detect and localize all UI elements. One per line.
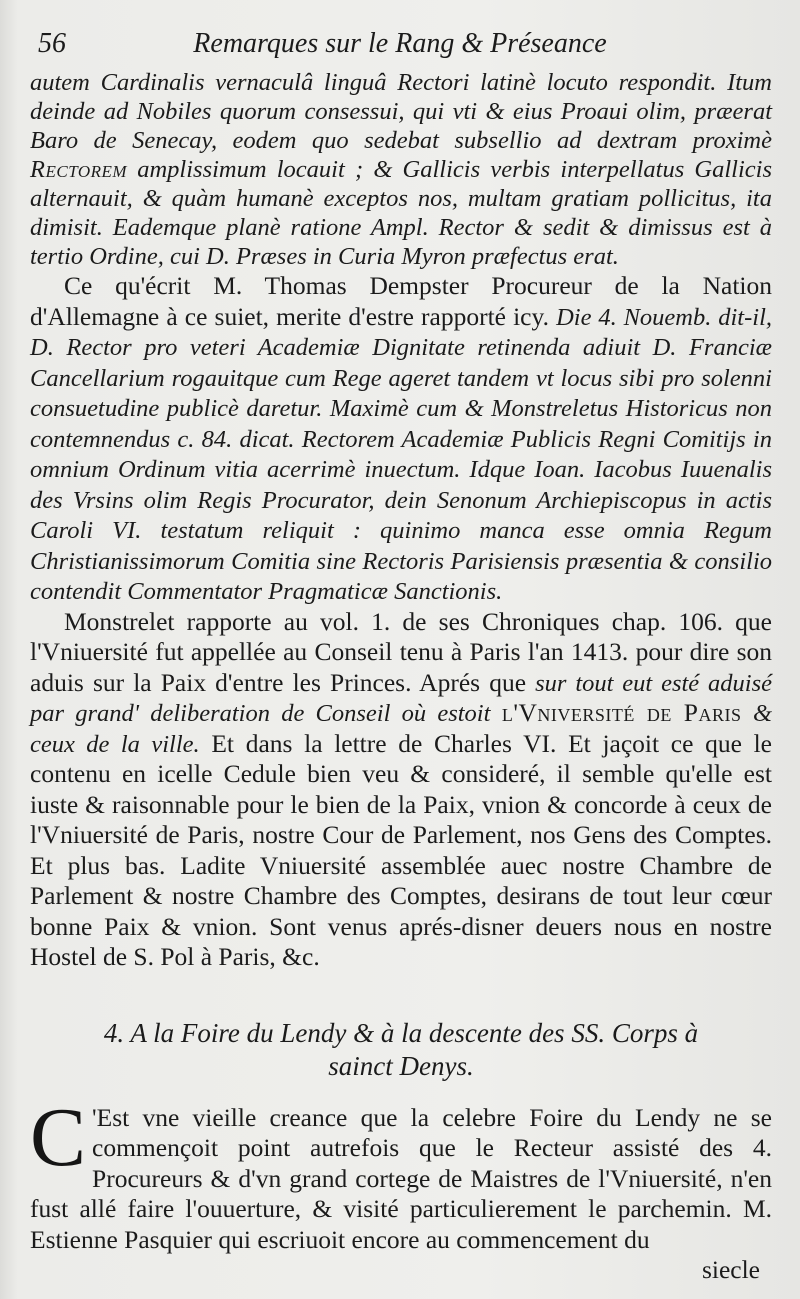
paragraph-text: autem Cardinalis vernaculâ linguâ Rectori latinè locuto respondit. Itum deinde ad Nobiles quorum consessui, qui vti & eius Proaui olim, præerat Baro de Senecay, eodem quo sedebat subsellio ad dextram proximè [30, 69, 772, 154]
paragraph-text: 'Est vne vieille creance que la celebre Foire du Lendy ne se commençoit point autrefois que le Recteur assisté des 4. Procureurs & d'vn grand cortege de Maistres de l'Vniuersité, n'en fust allé faire l'ouuerture, & visité particulierement le parchemin. M. Estienne Pasquier qui escriuoit encore au commencement du [30, 1102, 772, 1254]
paragraph-latin-continuation [30, 68, 772, 271]
running-head [30, 28, 772, 68]
paragraph-foire [30, 1090, 772, 1256]
catchword: siecle [701, 1255, 760, 1284]
page-number: 56 [38, 28, 66, 59]
paragraph-text: Monstrelet rapporte au vol. 1. de ses Chroniques chap. 106. que l'Vniuersité fut appellée au Conseil tenu à Paris l'an 1413. pour dire son aduis sur la Paix d'entre les Princes. Aprés que [30, 606, 772, 697]
paragraph-monstrelet [30, 607, 772, 973]
section-heading: 4. A la Foire du Lendy & à la descente des SS. Corps à sainct Denys. [103, 1017, 699, 1081]
universite-smallcaps: l'Vniversité de Paris [501, 698, 742, 727]
paragraph-text: Ce qu'écrit M. Thomas Dempster Procureur de la Nation d'Allemagne à ce suiet, merite d'estre rapporté icy. [30, 271, 772, 331]
latin-quotation: Die 4. Nouemb. dit-il, D. Rector pro veteri Academiæ Dignitate retinenda adiuit D. Franciæ Cancellarium rogauitque cum Rege ageret tandem vt locus sibi pro solenni consuetudine publicè daretur. Maximè cum & Monstreletus Historicus non contemnendus c. 84. dicat. Rectorem Academiæ Publicis Regni Comitijs in omnium Ordinum vitia acerrimè inuectum. Idque Ioan. Iacobus Iuuenalis des Vrsins olim Regis Procurator, dein Senonum Archiepiscopus in actis Caroli VI. testatum reliquit : quinimo manca esse omnia Regum Christianissimorum Comitia sine Rectoris Parisiensis præsentia & consilio contendit Commentator Pragmaticæ Sanctionis. [30, 303, 773, 605]
paragraph-dempster [30, 271, 772, 607]
rectorem-smallcaps: Rectorem [30, 156, 128, 183]
paragraph-text: Et dans la lettre de Charles VI. Et jaçoit ce que le contenu en icelle Cedule bien veu & consideré, il semble qu'elle est iuste & raisonnable pour le bien de la Paix, vnion & concorde à ceux de l'Vniuersité de Paris, nostre Cour de Parlement, nos Gens des Comptes. Et plus bas. Ladite Vniuersité assemblée auec nostre Chambre de Parlement & nostre Chambre des Comptes, desirans de tout leur cœur bonne Paix & vnion. Sont venus aprés-disner deuers nous en nostre Hostel de S. Pol à Paris, &c. [30, 728, 772, 971]
italic-quotation: sur tout eut esté aduisé par grand' deliberation de Conseil où estoit [30, 669, 773, 727]
paragraph-text: amplissimum locauit ; & Gallicis verbis interpellatus Gallicis alternauit, & quàm humanè exceptos nos, multam gratiam pollicitus, ita dimisit. Eademque planè ratione Ampl. Rector & sedit & dimissus est à tertio Ordine, cui D. Præses in Curia Myron præfectus erat. [30, 156, 772, 270]
drop-cap: C [30, 1090, 87, 1184]
italic-quotation-tail: & ceux de la ville. [30, 700, 773, 758]
running-title: Remarques sur le Rang & Préseance [193, 28, 607, 59]
